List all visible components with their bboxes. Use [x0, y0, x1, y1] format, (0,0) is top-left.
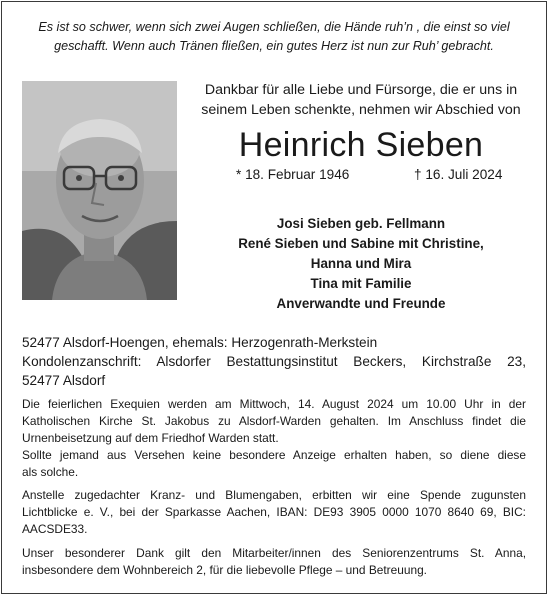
mourner-line: Anverwandte und Freunde: [276, 296, 446, 311]
mourners-list: [188, 214, 534, 314]
ceremony-paragraph: [22, 396, 526, 481]
donation-paragraph: [22, 487, 526, 538]
mourner-line: Tina mit Familie: [310, 276, 412, 291]
address-line: 52477 Alsdorf-Hoengen, ehemals: Herzogenrath-Merkstein: [22, 335, 378, 350]
ceremony-line: Katholischen Kirche St. Jakobus zu Alsdorf-Warden gehalten. Im Anschluss findet die: [22, 414, 526, 428]
poem: [14, 18, 534, 56]
thanks-line: insbesondere dem Wohnbereich 2, für die liebevolle Pflege – und Betreuung.: [22, 563, 427, 577]
portrait-photo: [22, 81, 177, 300]
poem-line: geschafft. Wenn auch Tränen fließen, ein gutes Herz ist nun zur Ruh’ gebracht.: [54, 39, 494, 53]
condolence-address-line: Kondolenzanschrift: Alsdorfer Bestattungsinstitut Beckers, Kirchstraße 23,: [22, 354, 526, 369]
intro-line: Dankbar für alle Liebe und Fürsorge, die er uns in: [204, 82, 518, 98]
thanks-line: Unser besonderer Dank gilt den Mitarbeiter/innen des Seniorenzentrums St. Anna,: [22, 546, 526, 560]
intro-line: seinem Leben schenkte, nehmen wir Abschied von: [201, 102, 521, 118]
donation-line: Lichtblicke e. V., bei der Sparkasse Aachen, IBAN: DE93 3905 0000 1070 8640 69, BIC:: [22, 505, 526, 519]
donation-line: Anstelle zugedachter Kranz- und Blumengaben, erbitten wir eine Spende zugunsten: [22, 488, 526, 502]
poem-line: Es ist so schwer, wenn sich zwei Augen schließen, die Hände ruh’n , die einst so viel: [38, 20, 510, 34]
address-block: [22, 333, 526, 390]
portrait-illustration: [22, 81, 177, 300]
mourner-line: Hanna und Mira: [310, 256, 412, 271]
ceremony-line: Die feierlichen Exequien werden am Mittwoch, 14. August 2024 um 10.00 Uhr in der: [22, 397, 526, 411]
mourner-line: Josi Sieben geb. Fellmann: [276, 216, 446, 231]
death-date: † 16. Juli 2024: [414, 167, 503, 182]
address-line: 52477 Alsdorf: [22, 373, 106, 388]
donation-line: AACSDE33.: [22, 522, 88, 536]
ceremony-line: Sollte jemand aus Versehen keine besondere Anzeige erhalten haben, so diene diese: [22, 448, 526, 462]
intro-text: [188, 80, 534, 120]
ceremony-line: Urnenbeisetzung auf dem Friedhof Warden statt.: [22, 431, 279, 445]
thanks-paragraph: [22, 545, 526, 579]
birth-date: * 18. Februar 1946: [236, 167, 350, 182]
ceremony-line: als solche.: [22, 465, 79, 479]
mourner-line: René Sieben und Sabine mit Christine,: [238, 236, 484, 251]
deceased-name: Heinrich Sieben: [238, 126, 484, 164]
